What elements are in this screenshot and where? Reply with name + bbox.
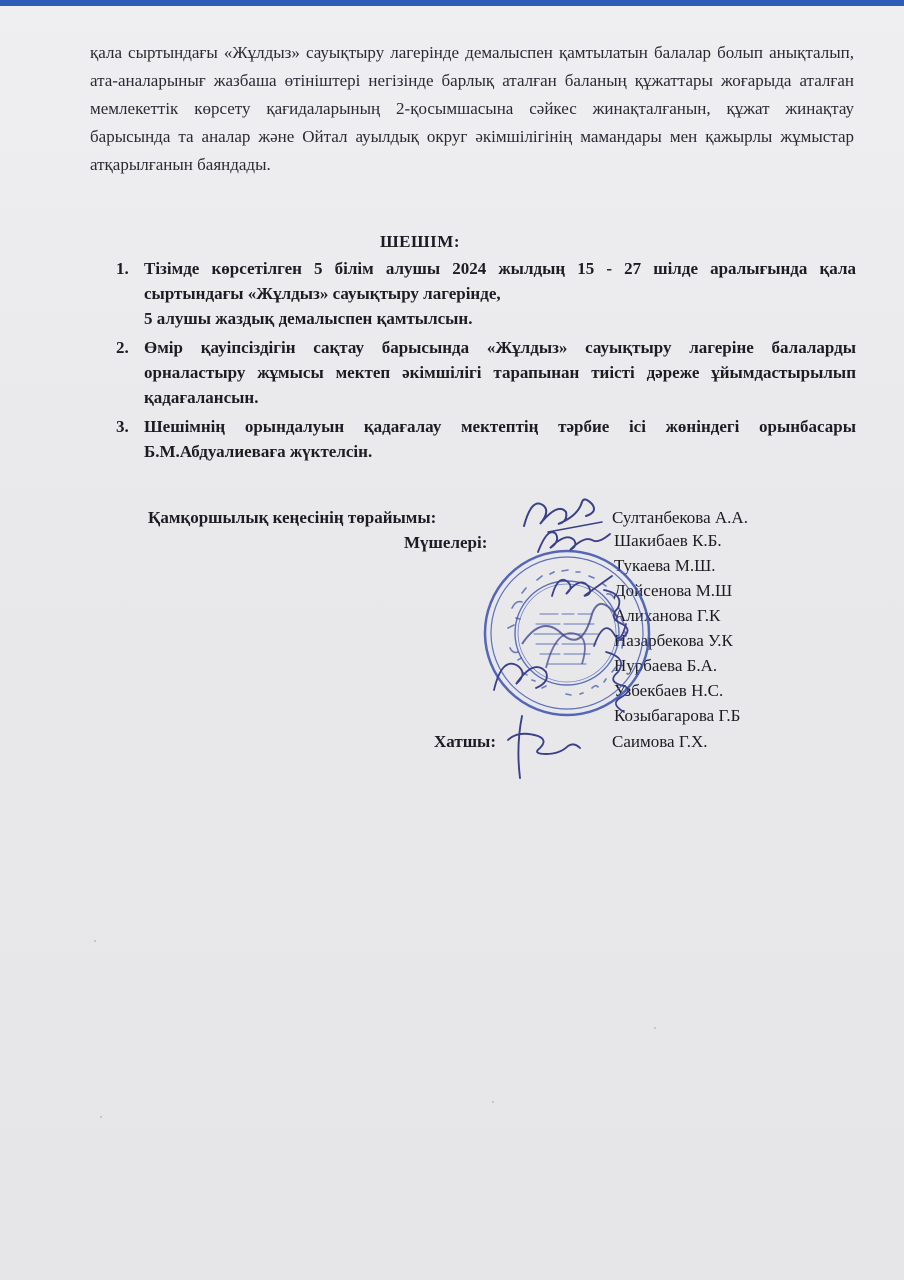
member-signature — [488, 650, 558, 710]
paper-speck — [492, 1101, 494, 1103]
decision-text: 5 алушы жаздық демалыспен қамтылсын. — [144, 309, 473, 328]
paper-speck — [654, 1027, 656, 1029]
member-signature — [534, 522, 616, 562]
chair-name: Султанбекова А.А. — [612, 508, 748, 527]
decision-number: 1. — [116, 259, 129, 278]
secretary-role-label: Хатшы: — [434, 732, 496, 751]
member-name: Козыбагарова Г.Б — [614, 706, 741, 725]
members-role-label: Мүшелері: — [404, 533, 488, 552]
decision-list — [112, 256, 856, 468]
decision-number: 3. — [116, 417, 129, 436]
secretary-signature — [498, 710, 584, 790]
decision-number: 2. — [116, 338, 129, 357]
member-name: Алиханова Г.К — [614, 606, 721, 625]
paper-speck — [94, 940, 96, 942]
document-page — [0, 6, 904, 1280]
member-name: Шакибаев К.Б. — [614, 531, 722, 550]
member-name: Дойсенова М.Ш — [614, 581, 733, 600]
decision-text: Тізімде көрсетілген 5 білім алушы 2024 жылдың 15 - 27 шілде аралығында қала сыртындағы «Жұлдыз» сауықтыру лагерінде, — [144, 259, 856, 303]
secretary-name: Саимова Г.Х. — [612, 732, 708, 751]
members-role-row — [0, 531, 904, 555]
member-name: Назарбекова У.К — [614, 631, 733, 650]
decision-item-1 — [112, 256, 856, 331]
member-name: Тукаева М.Ш. — [614, 556, 716, 575]
decision-text: Өмір қауіпсіздігін сақтау барысында «Жұлдыз» сауықтыру лагеріне балаларды орналастыру жұмысы мектеп әкімшілігі тарапынан тиісті дәреже ұйымдастырылып қадағалансын. — [144, 338, 856, 407]
member-name: Нурбаева Б.А. — [614, 656, 718, 675]
decision-item-3 — [112, 414, 856, 464]
paper-speck — [100, 1116, 102, 1118]
secretary-signature-row — [0, 730, 904, 754]
decision-heading: ШЕШІМ: — [380, 232, 460, 251]
decision-text: Шешімнің орындалуын қадағалау мектептің тәрбие ісі жөніндегі орынбасары Б.М.Абдуалиеваға жүктелсін. — [144, 417, 856, 461]
chair-signature-row — [0, 506, 904, 530]
intro-paragraph: қала сыртындағы «Жұлдыз» сауықтыру лагерінде демалыспен қамтылатын балалар болып анықталып, ата-аналарынығ жазбаша өтініштері негізінде барлық аталған баланың құжаттары жоғарыда аталған мемлекеттік көрсету қағидаларының 2-қосымшасына сәйкес жинақталғанын, құжат жинақтау барысында та аналар және Ойтал ауылдық округ әкімшілігінің мамандары мен қажырлы жұмыстар атқарылғанын баяндады. — [90, 43, 854, 174]
member-name: Узбекбаев Н.С. — [614, 681, 724, 700]
chair-role-label: Қамқоршылық кеңесінің төрайымы: — [148, 508, 437, 527]
decision-item-2 — [112, 335, 856, 410]
member-signature — [596, 646, 636, 716]
